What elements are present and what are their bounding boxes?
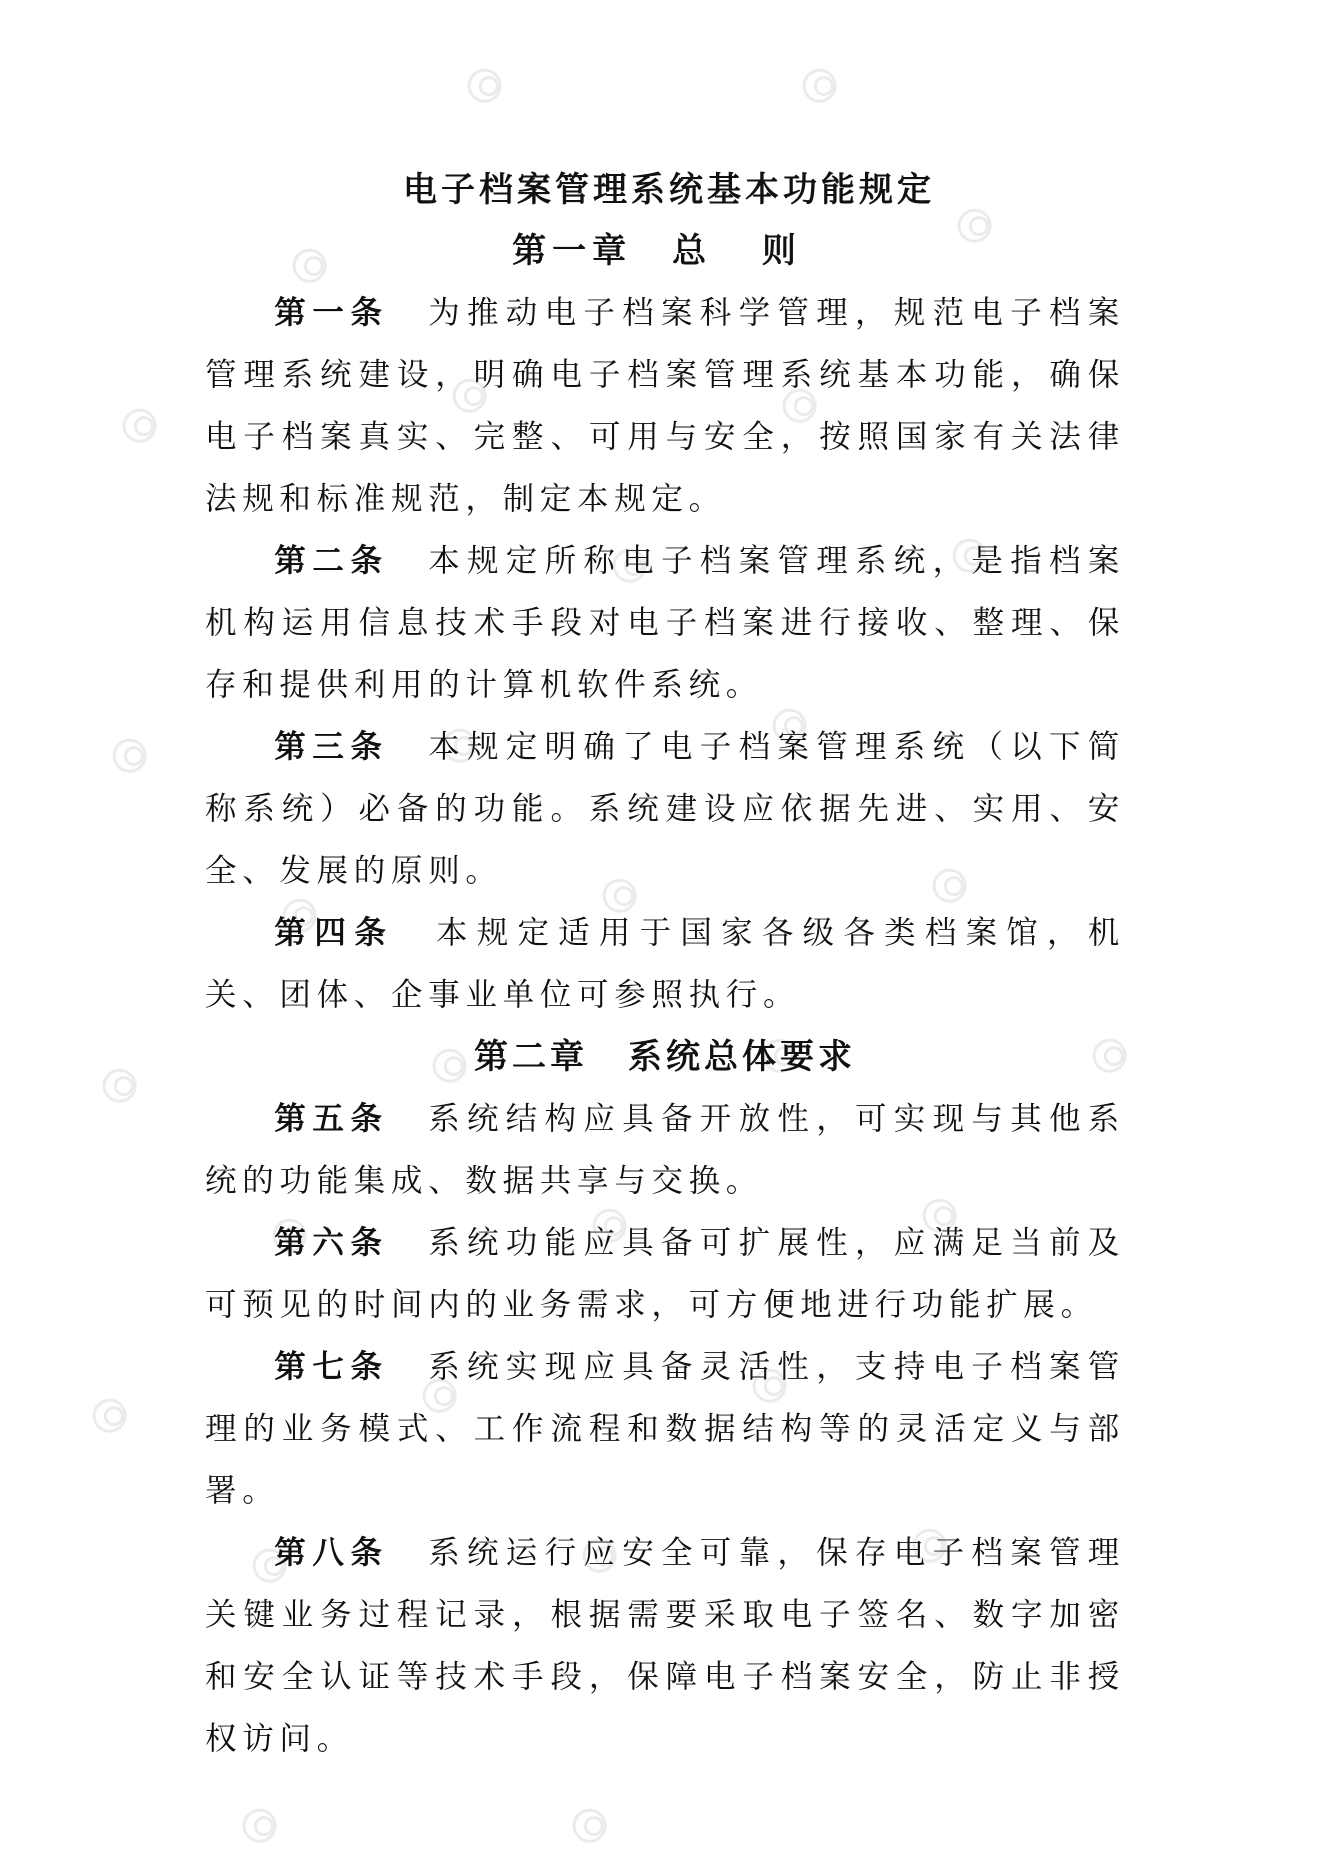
- article-7: [205, 1336, 1125, 1522]
- chapter-heading: [205, 220, 1125, 282]
- article-3: [205, 716, 1125, 902]
- article-label: 第四条: [274, 914, 395, 951]
- article-label: 第六条: [274, 1224, 389, 1261]
- watermark-seal-icon: [106, 732, 154, 780]
- chapter-name: 总 则: [672, 231, 818, 271]
- article-label: 第八条: [274, 1534, 389, 1571]
- article-text: 本规定所称电子档案管理系统，是指档案机构运用信息技术手段对电子档案进行接收、整理、保存和提供利用的计算机软件系统。: [205, 543, 1125, 703]
- watermark: [82, 990, 219, 1121]
- article-1: [205, 282, 1125, 530]
- document-page: [205, 160, 1125, 1770]
- watermark-seal-icon: [236, 1802, 284, 1850]
- article-label: 第二条: [274, 542, 389, 579]
- article-label: 第三条: [274, 728, 389, 765]
- watermark: [72, 1320, 209, 1451]
- watermark-seal-icon: [86, 1392, 134, 1440]
- watermark-seal-icon: [796, 62, 844, 110]
- article-8: [205, 1522, 1125, 1770]
- article-text: 为推动电子档案科学管理，规范电子档案管理系统建设，明确电子档案管理系统基本功能，确保电子档案真实、完整、可用与安全，按照国家有关法律法规和标准规范，制定本规定。: [205, 295, 1125, 517]
- watermark-seal-icon: [566, 1802, 614, 1850]
- watermark: [782, 0, 919, 120]
- chapter-name: 系统总体要求: [628, 1037, 856, 1077]
- article-text: 系统结构应具备开放性，可实现与其他系统的功能集成、数据共享与交换。: [205, 1101, 1125, 1199]
- watermark-seal-icon: [461, 62, 509, 110]
- article-label: 第一条: [274, 294, 389, 331]
- watermark: [447, 0, 584, 120]
- chapter-1: [205, 220, 1125, 1026]
- watermark-seal-icon: [96, 1062, 144, 1110]
- document-title: 电子档案管理系统基本功能规定: [403, 170, 935, 210]
- chapter-2: [205, 1026, 1125, 1770]
- article-label: 第五条: [274, 1100, 389, 1137]
- watermark-seal-icon: [116, 402, 164, 450]
- article-label: 第七条: [274, 1348, 389, 1385]
- article-text: 系统功能应具备可扩展性，应满足当前及可预见的时间内的业务需求，可方便地进行功能扩展。: [205, 1225, 1125, 1323]
- article-2: [205, 530, 1125, 716]
- article-4: [205, 902, 1125, 1026]
- article-5: [205, 1088, 1125, 1212]
- article-text: 本规定明确了电子档案管理系统（以下简称系统）必备的功能。系统建设应依据先进、实用、安全、发展的原则。: [205, 729, 1125, 889]
- article-text: 本规定适用于国家各级各类档案馆，机关、团体、企事业单位可参照执行。: [205, 915, 1125, 1013]
- article-text: 系统运行应安全可靠，保存电子档案管理关键业务过程记录，根据需要采取电子签名、数字加密和安全认证等技术手段，保障电子档案安全，防止非授权访问。: [205, 1535, 1125, 1757]
- chapter-number: 第二章: [474, 1037, 588, 1077]
- article-text: 系统实现应具备灵活性，支持电子档案管理的业务模式、工作流程和数据结构等的灵活定义与部署。: [205, 1349, 1125, 1509]
- chapter-heading: [205, 1026, 1125, 1088]
- article-6: [205, 1212, 1125, 1336]
- chapter-number: 第一章: [512, 231, 633, 271]
